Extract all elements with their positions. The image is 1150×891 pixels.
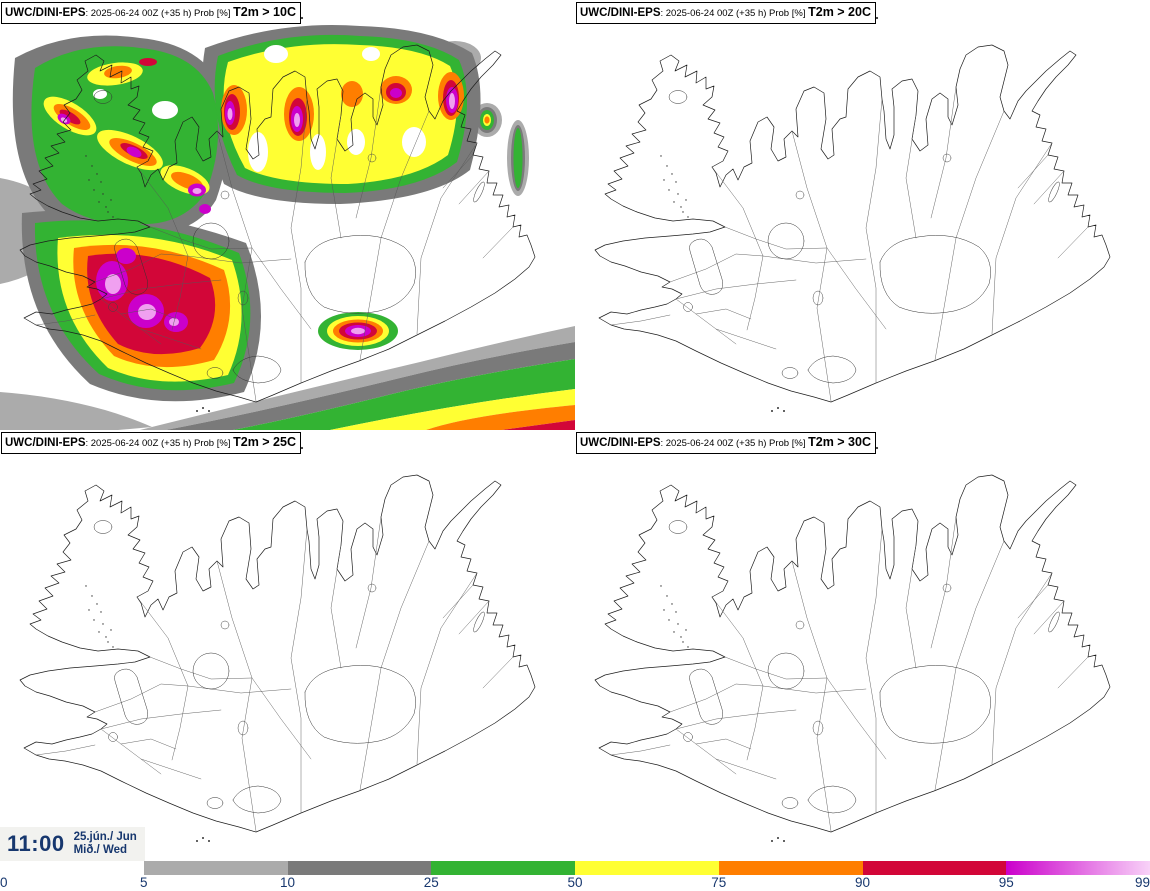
panel-title-20c — [576, 2, 876, 24]
colorbar-tick-10: 10 — [279, 875, 296, 890]
colorbar-segment-90-95 — [863, 861, 1007, 875]
panel-t2m-25c — [0, 430, 575, 860]
colorbar-segment-25-50 — [431, 861, 575, 875]
colorbar — [144, 861, 1150, 875]
panel-title-30c — [576, 432, 876, 454]
colorbar-tick-99: 99 — [1134, 875, 1150, 890]
panel-t2m-10c — [0, 0, 575, 430]
product-name: UWC/DINI-EPS — [580, 7, 661, 19]
product-name: UWC/DINI-EPS — [580, 437, 661, 449]
colorbar-segment-10-25 — [288, 861, 432, 875]
valid-date — [74, 831, 137, 857]
product-name: UWC/DINI-EPS — [5, 437, 86, 449]
colorbar-segment-50-75 — [575, 861, 719, 875]
colorbar-tick-90: 90 — [854, 875, 871, 890]
panel-t2m-30c — [575, 430, 1150, 860]
colorbar-tick-75: 75 — [711, 875, 727, 890]
colorbar-tick-95: 95 — [998, 875, 1014, 890]
valid-time: 11:00 — [7, 831, 65, 856]
map-t2m-10c — [0, 0, 575, 430]
run-info: : 2025-06-24 00Z (+35 h) Prob [%] — [85, 8, 234, 19]
run-info: : 2025-06-24 00Z (+35 h) Prob [%] — [85, 438, 234, 449]
panel-title-10c — [1, 2, 301, 24]
valid-date-line2: Mið./ Wed — [73, 844, 128, 856]
map-t2m-30c — [575, 430, 1150, 860]
run-info: : 2025-06-24 00Z (+35 h) Prob [%] — [660, 438, 809, 449]
colorbar-ticks — [0, 875, 1150, 891]
colorbar-tick-5: 5 — [139, 875, 148, 890]
panel-t2m-20c — [575, 0, 1150, 430]
map-t2m-20c — [575, 0, 1150, 430]
panel-title-25c — [1, 432, 301, 454]
colorbar-tick-50: 50 — [567, 875, 583, 890]
threshold-label: T2m > 10C — [233, 5, 296, 19]
valid-time-box — [0, 827, 145, 861]
product-name: UWC/DINI-EPS — [5, 7, 86, 19]
threshold-label: T2m > 25C — [233, 435, 296, 449]
colorbar-segment-95-99 — [1006, 861, 1150, 875]
colorbar-segment-5-10 — [144, 861, 288, 875]
threshold-label: T2m > 30C — [808, 435, 871, 449]
run-info: : 2025-06-24 00Z (+35 h) Prob [%] — [660, 8, 809, 19]
map-t2m-25c — [0, 430, 575, 860]
threshold-label: T2m > 20C — [808, 5, 871, 19]
valid-date-line1: 25.jún./ Jun — [73, 831, 137, 843]
colorbar-tick-25: 25 — [423, 875, 439, 890]
probability-overlay — [0, 25, 575, 430]
colorbar-segment-75-90 — [719, 861, 863, 875]
colorbar-tick-0: 0 — [0, 875, 8, 890]
